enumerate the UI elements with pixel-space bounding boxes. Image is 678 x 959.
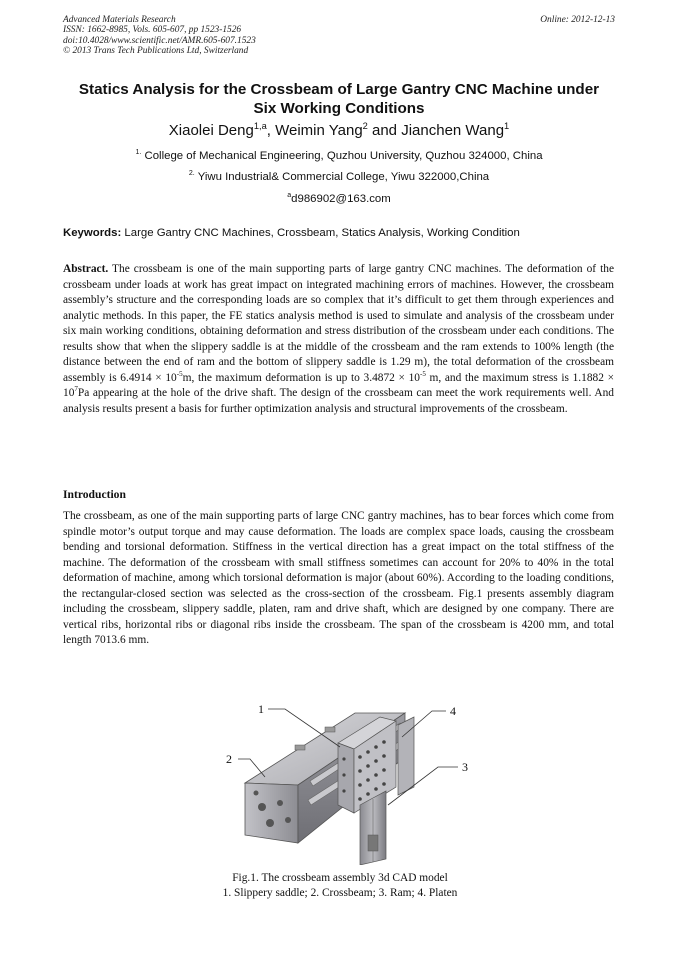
affil-text: Yiwu Industrial& Commercial College, Yiwu 322000,China xyxy=(194,171,490,183)
crossbeam-assembly-drawing xyxy=(200,695,500,865)
abstract-text-3: m, and the maximum stress is 1.1882 × 10 xyxy=(63,371,614,399)
exponent: -5 xyxy=(176,369,183,378)
doi-line: doi:10.4028/www.scientific.net/AMR.605-607.1523 xyxy=(63,35,256,46)
callout-4: 4 xyxy=(450,704,456,718)
author-separator: and xyxy=(367,122,402,139)
figure-legend: 1. Slippery saddle; 2. Crossbeam; 3. Ram; 4. Platen xyxy=(222,887,458,899)
callout-2: 2 xyxy=(226,752,232,766)
title-line-2: Six Working Conditions xyxy=(253,100,425,117)
callout-1: 1 xyxy=(258,702,264,716)
callout-3: 3 xyxy=(462,760,468,774)
author-name: Jianchen Wang xyxy=(401,122,505,139)
email[interactable]: d986902@163.com xyxy=(291,193,391,205)
author-affil-mark: 2 xyxy=(362,121,368,131)
online-date: Online: 2012-12-13 xyxy=(540,15,615,25)
copyright-line: © 2013 Trans Tech Publications Ltd, Switzerland xyxy=(63,46,249,57)
figure-caption: Fig.1. The crossbeam assembly 3d CAD model xyxy=(232,872,448,884)
exponent: -5 xyxy=(419,369,426,378)
affil-mark: 2. xyxy=(188,170,195,178)
introduction-text: The crossbeam, as one of the main supporting parts of large CNC gantry machines, has to bear forces which come from spindle motor’s output torque and may cause deformation. The loads are complex space loads, causing the crossbeam bending and torsional deformation. Stiffness in the vertical direction has a great impact on the total stiffness of the machine. The deformation of the crossbeam with small stiffness sometimes can account for 20% to 40% in the total deformation of machine, among which torsional deformation is major (about 60%). According to the loading conditions, the rectangular-closed section was selected as the cross-section of the crossbeam. Fig.1 presents assembly diagram including the crossbeam, slippery saddle, platen, ram and drive shaft, which are designed by one company. There are vertical ribs, horizontal ribs or diagonal ribs inside the crossbeam. The span of the crossbeam is 4200 mm, and total length 7013.6 mm. xyxy=(63,510,614,646)
abstract-text-1: The crossbeam is one of the main supporting parts of large gantry CNC machines. The deformation of the crossbeam under loads at work has great impact on integrated machining errors of machines. However, the crossbeam assembly’s structure and the corresponding loads are so complex that it’s difficult to get them through experiences and analytic methods. In this paper, the FE statics analysis method is used to simulate and analysis of the crossbeam under six main working conditions, obtaining deformation and stress distribution of the crossbeam under each conditions. The results show that when the slippery saddle is at the middle of the crossbeam and the ram extends to 100% length (the distance between the end of ram and the bottom of slippery saddle is 1.29 m), the total deformation of the crossbeam assembly is 6.4914 × 10 xyxy=(63,263,614,384)
keywords-text: Large Gantry CNC Machines, Crossbeam, Statics Analysis, Working Condition xyxy=(121,227,520,239)
author-name: Xiaolei Deng xyxy=(168,122,254,139)
author-list xyxy=(40,122,638,139)
abstract-text-2: m, the maximum deformation is up to 3.4872 × 10 xyxy=(182,371,420,384)
author-name: Weimin Yang xyxy=(275,122,363,139)
author-separator: , xyxy=(266,122,276,139)
affil-text: College of Mechanical Engineering, Quzhou University, Quzhou 324000, China xyxy=(141,150,543,162)
introduction-heading: Introduction xyxy=(63,488,126,501)
author-affil-mark: 1,a xyxy=(253,121,267,131)
journal-name: Advanced Materials Research xyxy=(63,15,176,25)
keywords xyxy=(63,227,623,239)
paper-title xyxy=(40,80,638,118)
title-line-1: Statics Analysis for the Crossbeam of Large Gantry CNC Machine under xyxy=(78,81,600,98)
abstract-text-4: Pa appearing at the hole of the drive shaft. The design of the crossbeam can meet the work requirements well. And analysis results present a basis for further optimization analysis and structural improvements of the crossbeam. xyxy=(63,387,614,415)
keywords-label: Keywords: xyxy=(63,227,122,239)
affiliation-1 xyxy=(40,150,638,162)
journal-header xyxy=(63,15,256,57)
affiliation-2 xyxy=(40,171,638,183)
affil-mark: 1. xyxy=(135,149,142,157)
author-affil-mark: 1 xyxy=(504,121,510,131)
issn-line: ISSN: 1662-8985, Vols. 605-607, pp 1523-1526 xyxy=(63,25,242,36)
abstract-label: Abstract. xyxy=(63,263,109,275)
crossbeam-cad-figure xyxy=(200,695,500,865)
email-line xyxy=(40,193,638,205)
affil-mark: a xyxy=(287,192,292,200)
exponent: 7 xyxy=(74,385,78,394)
abstract xyxy=(63,262,614,417)
